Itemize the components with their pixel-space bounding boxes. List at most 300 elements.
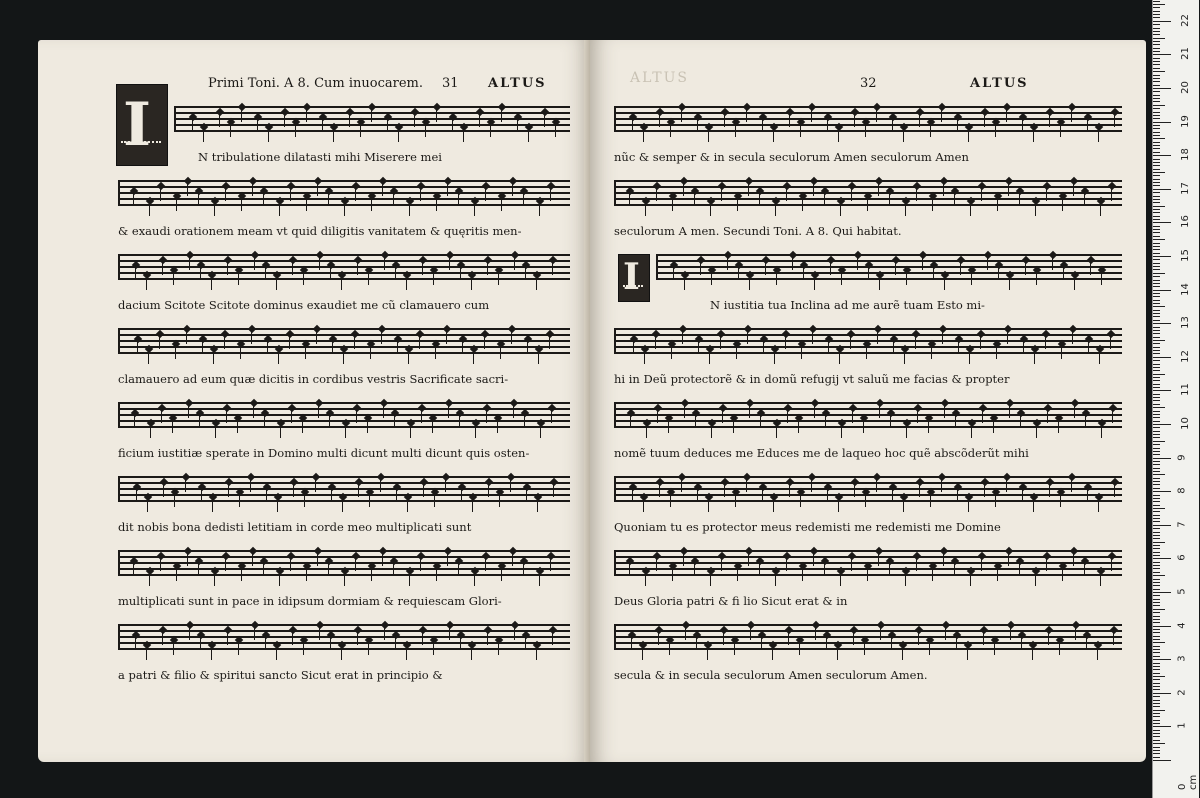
note-stem	[316, 331, 317, 344]
note-stem	[536, 647, 537, 660]
ruler-tick	[1153, 390, 1171, 391]
ruler-tick	[1153, 162, 1160, 163]
ruler-tick	[1153, 243, 1160, 244]
note-stem	[459, 415, 460, 428]
staff-line	[614, 130, 1122, 132]
note-stem	[293, 484, 294, 497]
note-stem	[1006, 479, 1007, 492]
ruler-tick	[1153, 521, 1160, 522]
note-stem	[709, 351, 710, 364]
ruler-tick	[1153, 743, 1165, 744]
note-stem	[958, 341, 959, 354]
vine-ornament	[121, 141, 161, 161]
note-stem	[645, 573, 646, 586]
note-stem	[1071, 479, 1072, 492]
ruler-tick	[1153, 4, 1165, 5]
note-stem	[889, 563, 890, 576]
note-stem	[330, 267, 331, 280]
note-stem	[214, 203, 215, 216]
lyric-line: secula & in secula seculorum Amen seculorum Amen.	[614, 668, 928, 682]
note-stem	[826, 637, 827, 650]
note-stem	[514, 627, 515, 640]
note-stem	[681, 479, 682, 492]
note-stem	[175, 346, 176, 359]
note-stem	[342, 499, 343, 512]
lyric-line: Quoniam tu es protector meus redemisti me redemisti me Domine	[614, 520, 1001, 534]
ruler-tick	[1153, 165, 1160, 166]
music-staff	[614, 476, 1122, 502]
note-stem	[813, 553, 814, 566]
note-stem	[954, 193, 955, 206]
note-stem	[957, 119, 958, 132]
note-stem	[684, 277, 685, 290]
ruler-tick	[1153, 495, 1160, 496]
ruler-tick	[1153, 330, 1160, 331]
ruler-tick	[1153, 24, 1160, 25]
ruler-number: 22	[1179, 13, 1191, 27]
ruler-tick	[1153, 132, 1160, 133]
note-stem	[1008, 553, 1009, 566]
note-stem	[1084, 563, 1085, 576]
staff-line	[614, 352, 1122, 354]
note-stem	[671, 346, 672, 359]
ruler-tick	[1153, 1, 1160, 2]
measurement-ruler	[1152, 0, 1199, 798]
ruler-tick	[1153, 306, 1165, 307]
ruler-tick	[1153, 108, 1160, 109]
ruler-tick	[1153, 112, 1160, 113]
note-stem	[799, 642, 800, 655]
note-stem	[694, 563, 695, 576]
ruler-tick	[1153, 155, 1171, 156]
note-stem	[646, 425, 647, 438]
note-stem	[134, 415, 135, 428]
ruler-tick	[1153, 542, 1165, 543]
ruler-tick	[1153, 169, 1160, 170]
ruler-tick	[1153, 525, 1171, 526]
note-stem	[997, 568, 998, 581]
note-stem	[486, 410, 487, 423]
note-stem	[356, 410, 357, 423]
bar-line	[118, 254, 120, 280]
ruler-tick	[1153, 666, 1160, 667]
ruler-tick	[1153, 142, 1160, 143]
note-stem	[814, 277, 815, 290]
ruler-tick	[1153, 232, 1160, 233]
note-stem	[1025, 262, 1026, 275]
note-stem	[460, 637, 461, 650]
note-stem	[814, 405, 815, 418]
ruler-tick	[1153, 508, 1165, 509]
ruler-tick	[1153, 58, 1160, 59]
note-stem	[838, 129, 839, 142]
note-stem	[785, 336, 786, 349]
note-stem	[788, 632, 789, 645]
note-stem	[1006, 109, 1007, 122]
right-page	[590, 40, 1146, 762]
note-stem	[1022, 119, 1023, 132]
ruler-tick	[1153, 175, 1160, 176]
note-stem	[670, 494, 671, 507]
note-stem	[268, 129, 269, 142]
ruler-tick	[1153, 78, 1160, 79]
note-stem	[906, 272, 907, 285]
staff-line	[614, 642, 1122, 644]
note-stem	[527, 341, 528, 354]
note-stem	[853, 632, 854, 645]
note-stem	[657, 410, 658, 423]
ruler-tick	[1153, 98, 1160, 99]
note-stem	[422, 262, 423, 275]
note-stem	[278, 351, 279, 364]
note-stem	[409, 203, 410, 216]
ruler-tick	[1153, 75, 1160, 76]
note-stem	[968, 129, 969, 142]
note-stem	[523, 193, 524, 206]
ruler-tick	[1153, 411, 1160, 412]
note-stem	[434, 494, 435, 507]
ruler-tick	[1153, 313, 1160, 314]
ruler-tick	[1153, 723, 1160, 724]
ruler-tick	[1153, 518, 1160, 519]
note-stem	[303, 642, 304, 655]
ruler-tick	[1153, 34, 1160, 35]
ruler-tick	[1153, 730, 1160, 731]
ruler-tick	[1153, 532, 1160, 533]
note-stem	[488, 484, 489, 497]
note-stem	[305, 346, 306, 359]
note-stem	[525, 637, 526, 650]
lyric-line: dacium Scitote Scitote dominus exaudiet me cũ clamauero cum	[118, 298, 490, 312]
ruler-tick	[1153, 663, 1160, 664]
note-stem	[198, 563, 199, 576]
note-stem	[800, 124, 801, 137]
ruler-tick	[1153, 61, 1160, 62]
ruler-tick	[1153, 736, 1160, 737]
lyric-line: multiplicati sunt in pace in idipsum dormiam & requiescam Glori-	[118, 594, 502, 608]
note-stem	[644, 351, 645, 364]
ruler-tick	[1153, 212, 1160, 213]
note-stem	[746, 109, 747, 122]
note-stem	[449, 627, 450, 640]
note-stem	[932, 568, 933, 581]
ruler-tick	[1153, 48, 1160, 49]
note-stem	[238, 272, 239, 285]
ruler-tick	[1153, 441, 1165, 442]
note-stem	[225, 558, 226, 571]
note-stem	[526, 489, 527, 502]
note-stem	[485, 188, 486, 201]
ruler-tick	[1153, 353, 1160, 354]
note-stem	[187, 553, 188, 566]
note-stem	[265, 637, 266, 650]
decorated-initial	[618, 254, 650, 302]
ruler-tick	[1153, 219, 1160, 220]
note-stem	[630, 415, 631, 428]
staff-line	[118, 408, 570, 410]
music-staff	[118, 328, 570, 354]
ruler-tick	[1153, 632, 1160, 633]
ruler-tick	[1153, 316, 1160, 317]
note-stem	[813, 183, 814, 196]
bar-line	[614, 402, 616, 428]
ruler-tick	[1153, 535, 1160, 536]
note-stem	[695, 415, 696, 428]
note-stem	[633, 341, 634, 354]
ruler-tick	[1153, 407, 1165, 408]
ruler-tick	[1153, 128, 1160, 129]
note-stem	[383, 405, 384, 418]
note-stem	[460, 267, 461, 280]
staff-line	[174, 124, 570, 126]
lyric-line: & exaudi orationem meam vt quid diligitis vanitatem & quęritis men-	[118, 224, 522, 238]
ruler-tick	[1153, 609, 1165, 610]
note-stem	[995, 494, 996, 507]
ruler-tick	[1153, 747, 1160, 748]
note-stem	[452, 119, 453, 132]
note-stem	[173, 642, 174, 655]
ruler-tick	[1153, 431, 1160, 432]
note-stem	[498, 272, 499, 285]
ruler-tick	[1153, 552, 1160, 553]
note-stem	[1048, 632, 1049, 645]
note-stem	[251, 331, 252, 344]
note-stem	[523, 563, 524, 576]
note-stem	[501, 568, 502, 581]
page-number: 31	[442, 76, 459, 91]
note-stem	[317, 553, 318, 566]
ruler-tick	[1153, 229, 1160, 230]
ruler-tick	[1153, 320, 1160, 321]
note-stem	[902, 647, 903, 660]
note-stem	[879, 277, 880, 290]
ruler-tick	[1153, 437, 1160, 438]
note-stem	[471, 647, 472, 660]
note-stem	[135, 267, 136, 280]
ruler-tick	[1153, 713, 1160, 714]
note-stem	[322, 119, 323, 132]
ruler-tick	[1153, 115, 1160, 116]
note-stem	[513, 405, 514, 418]
note-stem	[697, 119, 698, 132]
note-stem	[398, 129, 399, 142]
note-stem	[642, 647, 643, 660]
ruler-tick	[1153, 179, 1160, 180]
note-stem	[367, 420, 368, 433]
note-stem	[825, 415, 826, 428]
note-stem	[916, 558, 917, 571]
ruler-tick	[1153, 105, 1165, 106]
bar-line	[118, 180, 120, 206]
staff-line	[118, 630, 570, 632]
ruler-tick	[1153, 458, 1171, 459]
ruler-tick	[1153, 720, 1160, 721]
note-stem	[736, 346, 737, 359]
bar-line	[118, 550, 120, 576]
lyric-line: nomẽ tuum deduces me Educes me de laqueo hoc quẽ abscõderũt mihi	[614, 446, 1029, 460]
bar-line	[614, 476, 616, 502]
ruler-number: 11	[1179, 383, 1191, 397]
ruler-tick	[1153, 222, 1171, 223]
note-stem	[319, 627, 320, 640]
note-stem	[711, 272, 712, 285]
ruler-tick	[1153, 750, 1160, 751]
note-stem	[487, 262, 488, 275]
ruler-tick	[1153, 555, 1160, 556]
music-staff	[118, 180, 570, 206]
note-stem	[954, 563, 955, 576]
note-stem	[854, 484, 855, 497]
note-stem	[212, 499, 213, 512]
staff-line	[118, 648, 570, 650]
note-stem	[227, 262, 228, 275]
note-stem	[473, 351, 474, 364]
note-stem	[189, 257, 190, 270]
ruler-tick	[1153, 64, 1160, 65]
note-stem	[292, 262, 293, 275]
note-stem	[252, 553, 253, 566]
ruler-tick	[1153, 276, 1160, 277]
note-stem	[1009, 277, 1010, 290]
ruler-tick	[1153, 622, 1160, 623]
ruler-tick	[1153, 85, 1160, 86]
ruler-tick	[1153, 444, 1160, 445]
ruler-tick	[1153, 733, 1160, 734]
note-stem	[406, 277, 407, 290]
note-stem	[749, 405, 750, 418]
note-stem	[463, 129, 464, 142]
note-stem	[1035, 203, 1036, 216]
note-stem	[253, 405, 254, 418]
note-stem	[185, 479, 186, 492]
note-stem	[393, 563, 394, 576]
lyric-line: a patri & filio & spiritui sancto Sicut erat in principio &	[118, 668, 443, 682]
ruler-tick	[1153, 599, 1160, 600]
note-stem	[279, 203, 280, 216]
note-stem	[555, 124, 556, 137]
staff-line	[174, 130, 570, 132]
note-stem	[837, 647, 838, 660]
note-stem	[192, 119, 193, 132]
bleed-through-text: ALTUS	[630, 70, 689, 86]
ruler-tick	[1153, 629, 1160, 630]
note-stem	[867, 198, 868, 211]
ruler-tick	[1153, 484, 1160, 485]
note-stem	[850, 336, 851, 349]
ruler-tick	[1153, 427, 1160, 428]
ruler-tick	[1153, 740, 1160, 741]
note-stem	[1058, 420, 1059, 433]
note-stem	[317, 183, 318, 196]
note-stem	[302, 420, 303, 433]
ruler-tick	[1153, 54, 1171, 55]
note-stem	[670, 124, 671, 137]
staff-line	[614, 426, 1122, 428]
note-stem	[228, 484, 229, 497]
ruler-tick	[1153, 605, 1160, 606]
note-stem	[484, 336, 485, 349]
note-stem	[200, 637, 201, 650]
note-stem	[1072, 331, 1073, 344]
ruler-tick	[1153, 370, 1160, 371]
ruler-tick	[1153, 760, 1171, 761]
note-stem	[472, 499, 473, 512]
note-stem	[684, 405, 685, 418]
note-stem	[1052, 257, 1053, 270]
note-stem	[176, 198, 177, 211]
bar-line	[614, 550, 616, 576]
ruler-tick	[1153, 266, 1160, 267]
note-stem	[967, 647, 968, 660]
voice-heading: ALTUS	[488, 76, 547, 91]
note-stem	[981, 558, 982, 571]
note-stem	[1101, 272, 1102, 285]
ruler-tick	[1153, 592, 1171, 593]
note-stem	[700, 262, 701, 275]
music-staff	[118, 402, 570, 428]
note-stem	[436, 109, 437, 122]
ruler-tick	[1153, 602, 1160, 603]
staff-line	[614, 476, 1122, 478]
note-stem	[277, 499, 278, 512]
note-stem	[199, 415, 200, 428]
note-stem	[524, 415, 525, 428]
note-stem	[1062, 198, 1063, 211]
staff-line	[118, 636, 570, 638]
note-stem	[449, 257, 450, 270]
ruler-tick	[1153, 253, 1160, 254]
vine-ornament	[623, 285, 643, 297]
note-stem	[1022, 489, 1023, 502]
note-stem	[851, 558, 852, 571]
ruler-tick	[1153, 216, 1160, 217]
music-staff	[614, 328, 1122, 354]
note-stem	[733, 420, 734, 433]
note-stem	[737, 568, 738, 581]
note-stem	[880, 627, 881, 640]
note-stem	[349, 114, 350, 127]
note-stem	[631, 637, 632, 650]
note-stem	[659, 114, 660, 127]
note-stem	[447, 183, 448, 196]
note-stem	[668, 420, 669, 433]
ruler-tick	[1153, 337, 1160, 338]
note-stem	[354, 336, 355, 349]
note-stem	[265, 267, 266, 280]
note-stem	[944, 405, 945, 418]
note-stem	[239, 494, 240, 507]
note-stem	[787, 410, 788, 423]
note-stem	[903, 499, 904, 512]
note-stem	[291, 410, 292, 423]
ruler-tick	[1153, 239, 1165, 240]
music-staff	[118, 476, 570, 502]
note-stem	[857, 257, 858, 270]
note-stem	[1074, 405, 1075, 418]
note-stem	[345, 425, 346, 438]
ruler-tick	[1153, 364, 1160, 365]
note-stem	[878, 183, 879, 196]
note-stem	[865, 124, 866, 137]
note-stem	[737, 198, 738, 211]
note-stem	[786, 558, 787, 571]
note-stem	[357, 262, 358, 275]
note-stem	[984, 484, 985, 497]
ruler-tick	[1153, 380, 1160, 381]
note-stem	[879, 405, 880, 418]
ruler-tick	[1153, 404, 1160, 405]
note-stem	[292, 632, 293, 645]
